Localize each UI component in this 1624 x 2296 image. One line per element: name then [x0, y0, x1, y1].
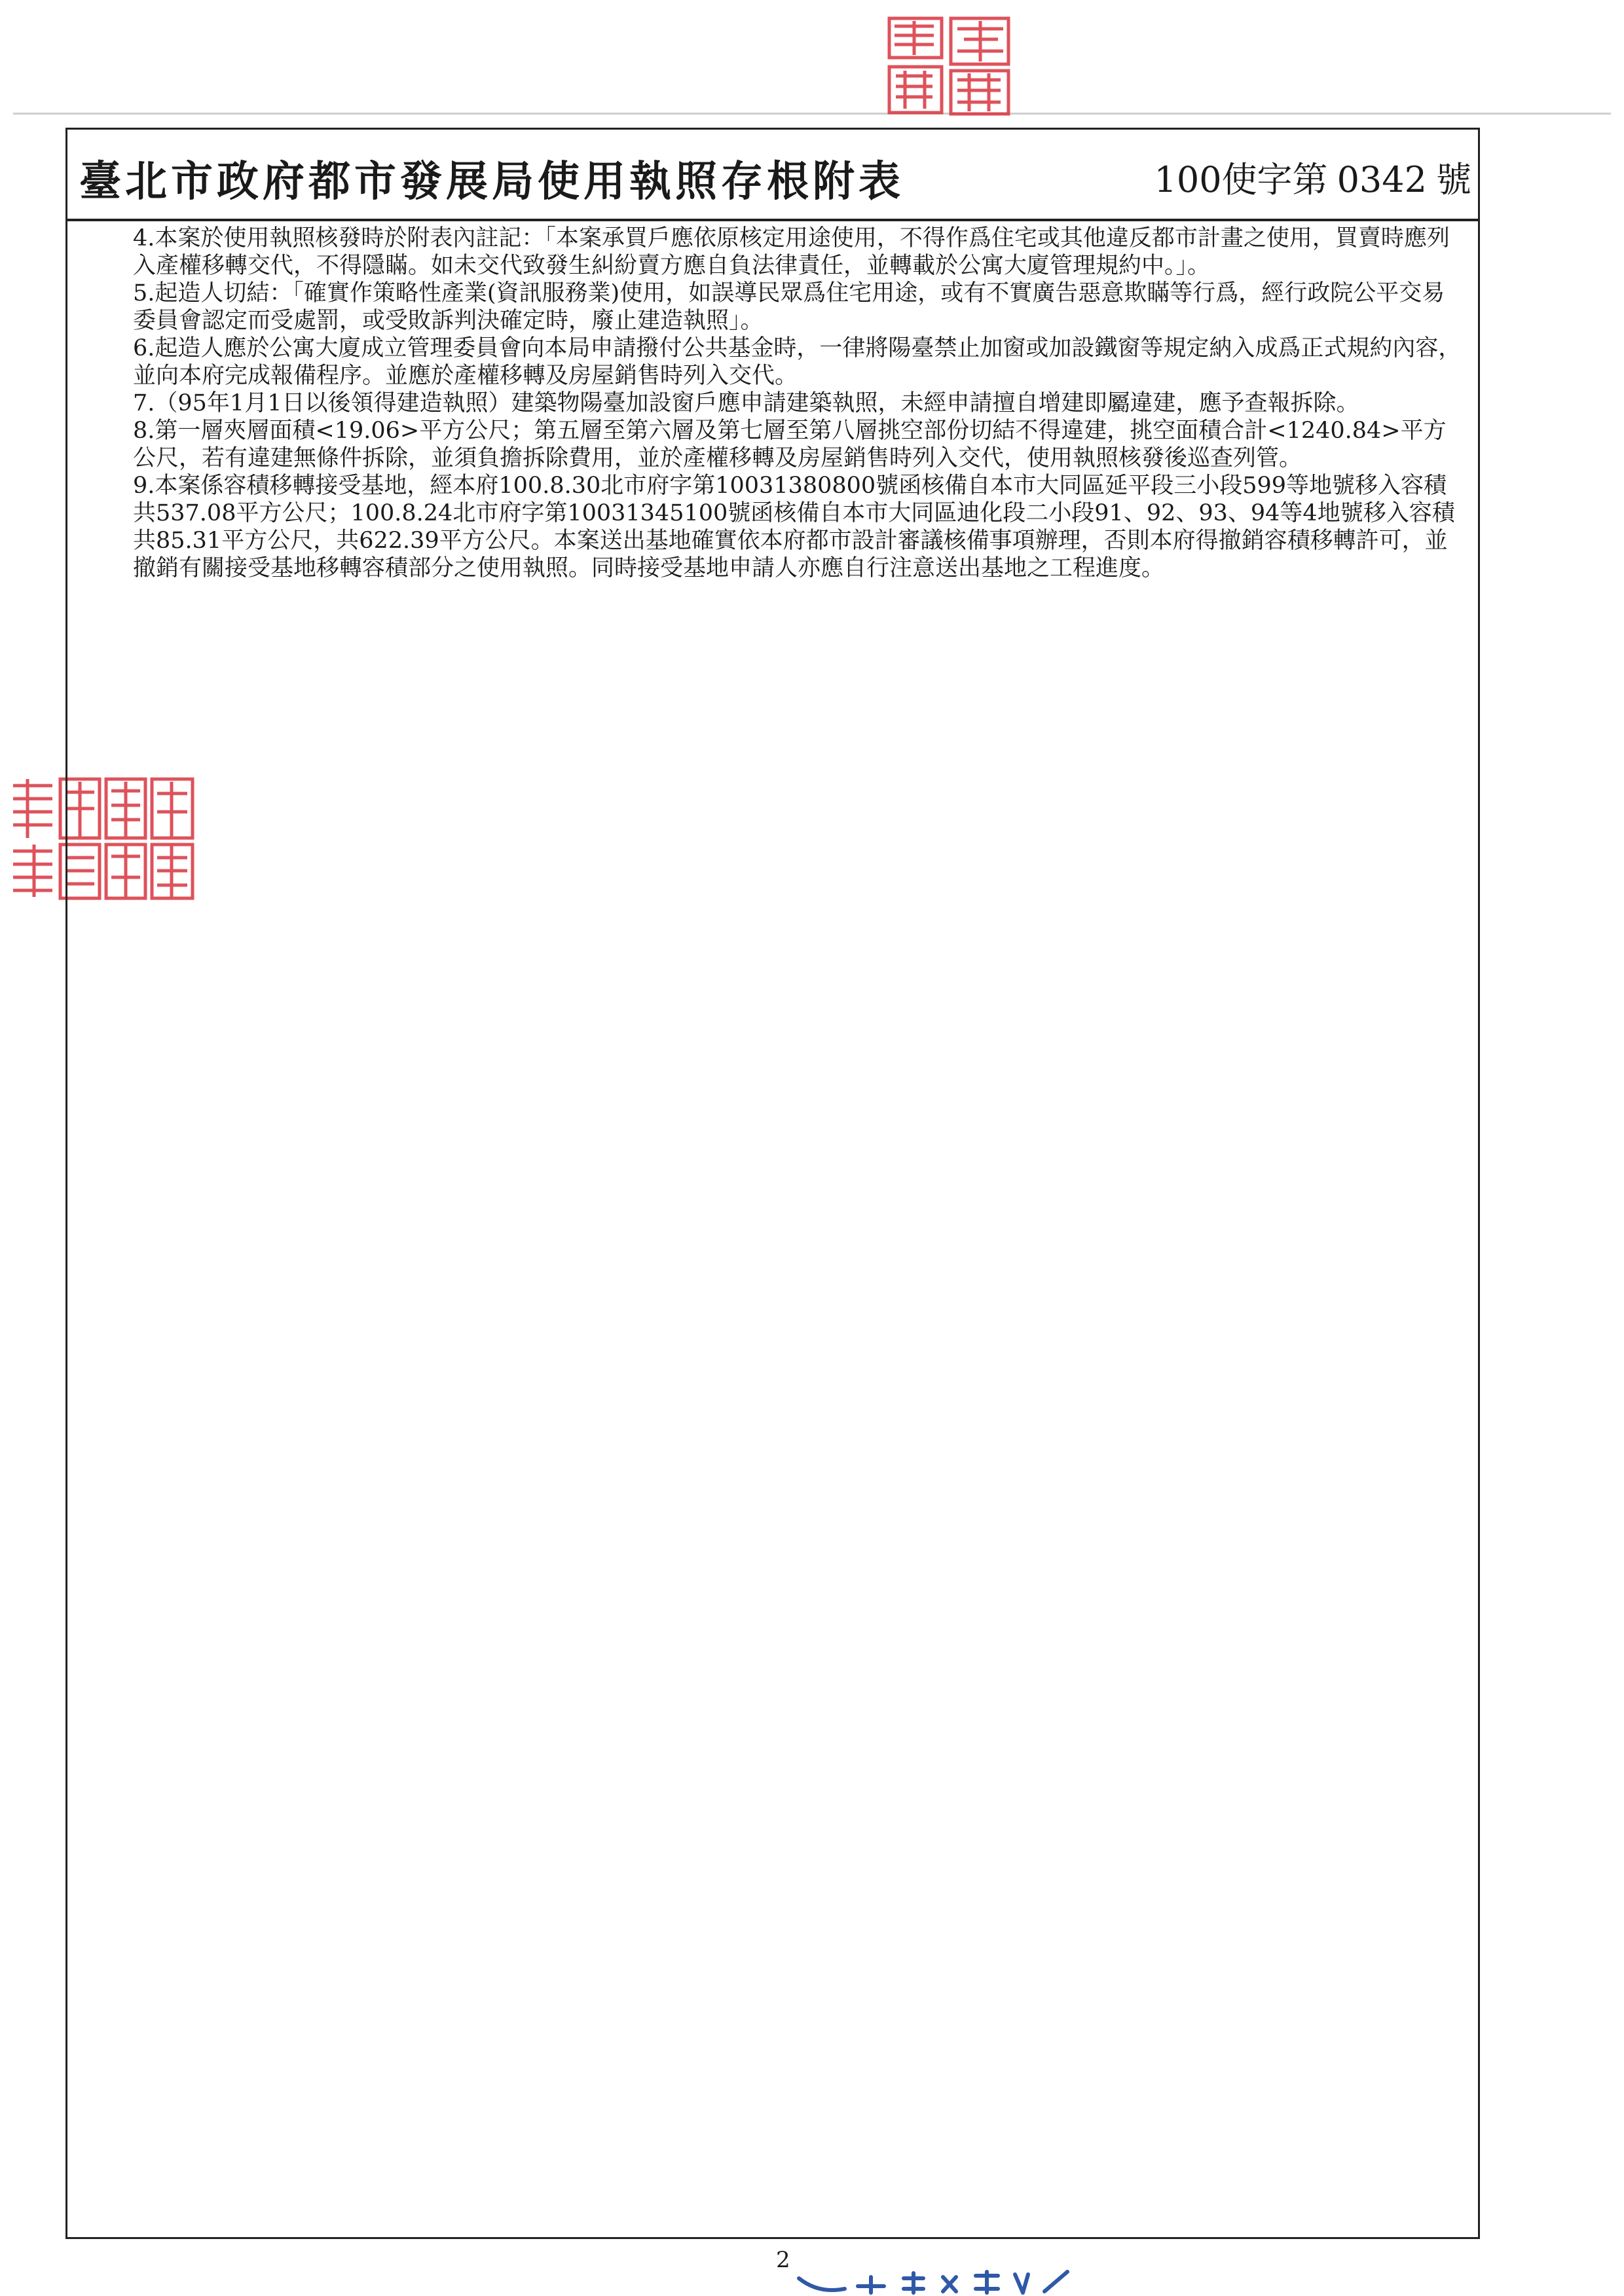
permit-number — [1154, 152, 1471, 202]
notes-body — [133, 225, 1462, 582]
permit-prefix: 使字第 — [1221, 159, 1328, 200]
note-item: 6.起造人應於公寓大廈成立管理委員會向本局申請撥付公共基金時，一律將陽臺禁止加窗或加設鐵窗等規定納入成爲正式規約內容，並向本府完成報備程序。並應於產權移轉及房屋銷售時列入交代。 — [133, 335, 1462, 389]
scan-edge-line — [13, 113, 1611, 115]
page-number: 2 — [776, 2247, 790, 2273]
document-frame — [65, 128, 1480, 2239]
note-item: 5.起造人切結：「確實作策略性產業(資訊服務業)使用，如誤導民眾爲住宅用途，或有不實廣告惡意欺瞞等行爲，經行政院公平交易委員會認定而受處罰，或受敗訴判決確定時，廢止建造執照」。 — [133, 280, 1445, 334]
document-title: 臺北市政府都市發展局使用執照存根附表 — [79, 157, 904, 206]
official-seal-top — [885, 13, 1013, 121]
note-item: 8.第一層夾層面積<19.06>平方公尺；第五層至第六層及第七層至第八層挑空部份切結不得違建，挑空面積合計<1240.84>平方公尺，若有違建無條件拆除，並須負擔拆除費用，並於產權移轉及房屋銷售時列入交代，使用執照核發後巡查列管。 — [133, 418, 1447, 471]
permit-serial: 0342 — [1337, 159, 1427, 200]
bottom-blue-mark — [792, 2265, 1074, 2296]
note-item: 9.本案係容積移轉接受基地，經本府100.8.30北市府字第10031380800號函核備自本市大同區延平段三小段599等地號移入容積共537.08平方公尺；100.8.24北市府字第10031345100號函核備自本市大同區迪化段二小段91、92、93、94等4地號移入容積共85.31平方公尺，共622.39平方公尺。本案送出基地確實依本府都市設計審議核備事項辦理，否則本府得撤銷容積移轉許可，並撤銷有關接受基地移轉容積部分之使用執照。同時接受基地申請人亦應自行注意送出基地之工程進度。 — [133, 473, 1455, 581]
note-item: 4.本案於使用執照核發時於附表內註記：「本案承買戶應依原核定用途使用，不得作爲住宅或其他違反都市計畫之使用，買賣時應列入產權移轉交代，不得隱瞞。如未交代致發生糾紛賣方應自負法律責任，並轉載於公寓大廈管理規約中。」。 — [133, 225, 1450, 279]
document-header — [67, 130, 1478, 221]
note-item: 7.（95年1月1日以後領得建造執照）建築物陽臺加設窗戶應申請建築執照，未經申請擅自增建即屬違建，應予查報拆除。 — [133, 390, 1359, 416]
permit-year: 100 — [1154, 159, 1222, 200]
permit-suffix: 號 — [1436, 159, 1471, 200]
